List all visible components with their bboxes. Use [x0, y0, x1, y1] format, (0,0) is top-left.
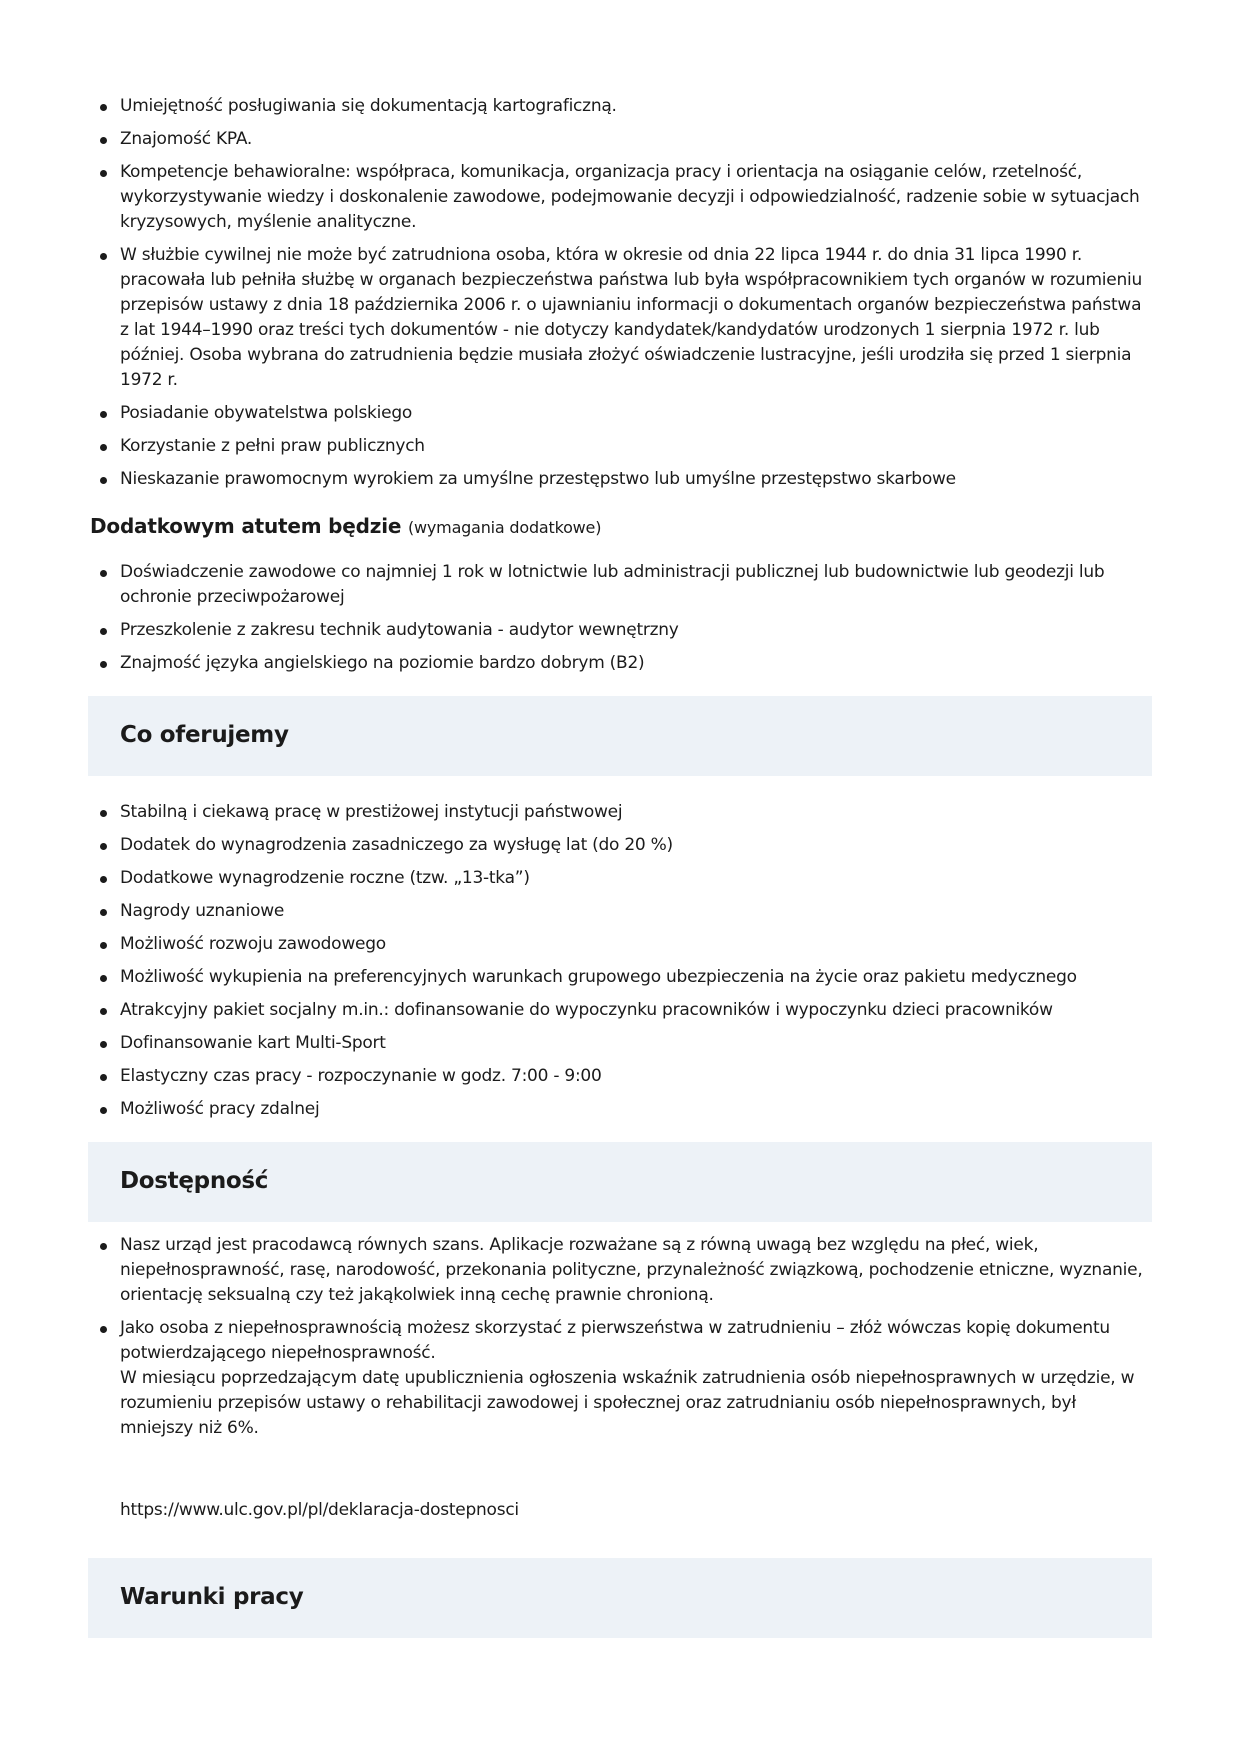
- list-item-text: Dodatek do wynagrodzenia zasadniczego za wysługę lat (do 20 %): [120, 835, 673, 855]
- list-item: [88, 434, 1152, 459]
- bullet-icon: [100, 1326, 107, 1333]
- list-item: [88, 899, 1152, 924]
- list-item: [88, 1316, 1152, 1441]
- list-item-text: Stabilną i ciekawą pracę w prestiżowej instytucji państwowej: [120, 802, 623, 822]
- bullet-icon: [100, 909, 107, 916]
- bullet-icon: [100, 104, 107, 111]
- list-item-text: Korzystanie z pełni praw publicznych: [120, 436, 425, 456]
- list-item: [88, 932, 1152, 957]
- bullet-icon: [100, 137, 107, 144]
- list-item-text: Kompetencje behawioralne: współpraca, komunikacja, organizacja pracy i orientacja na osiąganie celów, rzetelność, wykorzystywanie wiedzy i doskonalenie zawodowe, podejmowanie decyzji i odpowiedzialność, radzenie sobie w sytuacjach kryzysowych, myślenie analityczne.: [120, 162, 1140, 232]
- list-item-text: Znajmość języka angielskiego na poziomie bardzo dobrym (B2): [120, 653, 645, 673]
- list-item: [88, 1097, 1152, 1122]
- list-item-text: Możliwość rozwoju zawodowego: [120, 934, 386, 954]
- list-item-text: Jako osoba z niepełnosprawnością możesz skorzystać z pierwszeństwa w zatrudnieniu – złóż wówczas kopię dokumentu potwierdzającego niepełnosprawność.: [120, 1318, 1110, 1363]
- bullet-icon: [100, 661, 107, 668]
- list-item-text: Dodatkowe wynagrodzenie roczne (tzw. „13-tka”): [120, 868, 530, 888]
- bullet-icon: [100, 253, 107, 260]
- list-item: [88, 243, 1152, 393]
- list-item: [88, 467, 1152, 492]
- list-item: [88, 160, 1152, 235]
- bullet-icon: [100, 444, 107, 451]
- list-item: [88, 1064, 1152, 1089]
- employment-rate-note: W miesiącu poprzedzającym datę upublicznienia ogłoszenia wskaźnik zatrudnienia osób niepełnosprawnych w urzędzie, w rozumieniu przepisów ustawy o rehabilitacji zawodowej i społecznej oraz zatrudnianiu osób niepełnosprawnych, był mniejszy niż 6%.: [120, 1368, 1135, 1438]
- list-item-text: Nagrody uznaniowe: [120, 901, 285, 921]
- section-header-offer: [88, 696, 1152, 776]
- bullet-icon: [100, 1243, 107, 1250]
- list-item: [88, 965, 1152, 990]
- section-header-work-conditions: [88, 1558, 1152, 1638]
- list-item: [88, 866, 1152, 891]
- list-item: [88, 1031, 1152, 1056]
- list-item: [88, 560, 1152, 610]
- offer-list: [88, 800, 1152, 1130]
- list-item: [88, 401, 1152, 426]
- list-item: [88, 651, 1152, 676]
- requirements-list: [88, 94, 1152, 500]
- list-item-text: Doświadczenie zawodowe co najmniej 1 rok w lotnictwie lub administracji publicznej lub budownictwie lub geodezji lub ochronie przeciwpożarowej: [120, 562, 1105, 607]
- list-item: [88, 618, 1152, 643]
- bullet-icon: [100, 810, 107, 817]
- bullet-icon: [100, 843, 107, 850]
- section-title: Co oferujemy: [120, 722, 289, 748]
- list-item: [88, 127, 1152, 152]
- section-title: Warunki pracy: [120, 1584, 304, 1610]
- extra-heading-note: (wymagania dodatkowe): [407, 518, 602, 537]
- list-item-text: Elastyczny czas pracy - rozpoczynanie w godz. 7:00 - 9:00: [120, 1066, 602, 1086]
- list-item-text: Możliwość wykupienia na preferencyjnych warunkach grupowego ubezpieczenia na życie oraz pakietu medycznego: [120, 967, 1077, 987]
- bullet-icon: [100, 975, 107, 982]
- list-item: [88, 800, 1152, 825]
- bullet-icon: [100, 570, 107, 577]
- list-item-text: Posiadanie obywatelstwa polskiego: [120, 403, 413, 423]
- list-item-text: Nieskazanie prawomocnym wyrokiem za umyślne przestępstwo lub umyślne przestępstwo skarbowe: [120, 469, 956, 489]
- bullet-icon: [100, 477, 107, 484]
- list-item: [88, 1233, 1152, 1308]
- extra-heading-title: Dodatkowym atutem będzie: [90, 514, 402, 538]
- bullet-icon: [100, 876, 107, 883]
- bullet-icon: [100, 411, 107, 418]
- bullet-icon: [100, 942, 107, 949]
- section-header-accessibility: [88, 1142, 1152, 1222]
- list-item: [88, 833, 1152, 858]
- list-item-text: Nasz urząd jest pracodawcą równych szans. Aplikacje rozważane są z równą uwagą bez względu na płeć, wiek, niepełnosprawność, rasę, narodowość, przekonania polityczne, przynależność związkową, pochodzenie etniczne, wyznanie, orientację seksualną czy też jakąkolwiek inną cechę prawnie chronioną.: [120, 1235, 1143, 1305]
- extra-requirements-list: [88, 560, 1152, 684]
- bullet-icon: [100, 628, 107, 635]
- bullet-icon: [100, 1008, 107, 1015]
- list-item-text: Znajomość KPA.: [120, 129, 253, 149]
- list-item-text: Możliwość pracy zdalnej: [120, 1099, 320, 1119]
- list-item-text: Dofinansowanie kart Multi-Sport: [120, 1033, 386, 1053]
- list-item-text: Atrakcyjny pakiet socjalny m.in.: dofinansowanie do wypoczynku pracowników i wypoczynku dzieci pracowników: [120, 1000, 1053, 1020]
- list-item-text: Umiejętność posługiwania się dokumentacją kartograficzną.: [120, 96, 617, 116]
- bullet-icon: [100, 1107, 107, 1114]
- accessibility-list: [88, 1233, 1152, 1449]
- list-item: [88, 998, 1152, 1023]
- extra-requirements-heading: [90, 514, 601, 538]
- list-item-text: W służbie cywilnej nie może być zatrudniona osoba, która w okresie od dnia 22 lipca 1944 r. do dnia 31 lipca 1990 r. pracowała lub pełniła służbę w organach bezpieczeństwa państwa lub była współpracownikiem tych organów w rozumieniu przepisów ustawy z dnia 18 października 2006 r. o ujawnianiu informacji o dokumentach organów bezpieczeństwa państwa z lat 1944–1990 oraz treści tych dokumentów - nie dotyczy kandydatek/kandydatów urodzonych 1 sierpnia 1972 r. lub później. Osoba wybrana do zatrudnienia będzie musiała złożyć oświadczenie lustracyjne, jeśli urodziła się przed 1 sierpnia 1972 r.: [120, 245, 1142, 390]
- list-item: [88, 94, 1152, 119]
- section-title: Dostępność: [120, 1168, 269, 1194]
- accessibility-declaration-link[interactable]: https://www.ulc.gov.pl/pl/deklaracja-dostepnosci: [120, 1500, 519, 1520]
- bullet-icon: [100, 1074, 107, 1081]
- bullet-icon: [100, 170, 107, 177]
- bullet-icon: [100, 1041, 107, 1048]
- list-item-text: Przeszkolenie z zakresu technik audytowania - audytor wewnętrzny: [120, 620, 679, 640]
